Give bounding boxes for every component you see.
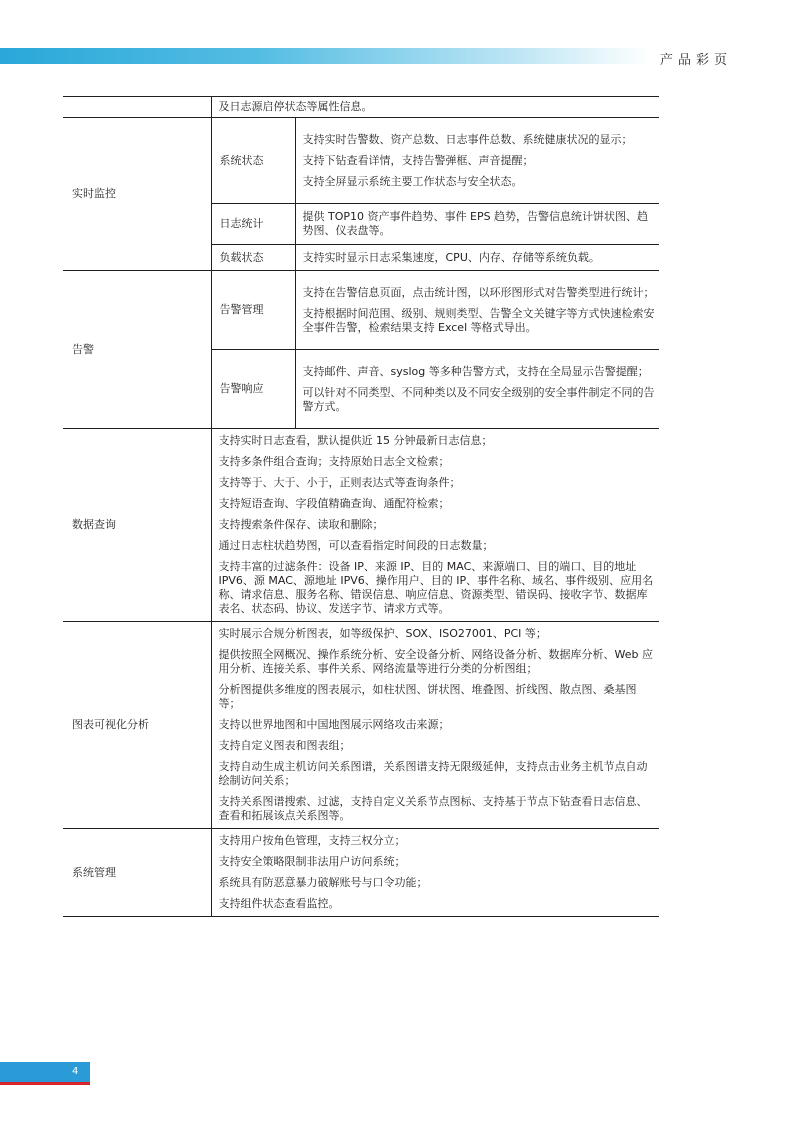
list-item: 支持邮件、声音、syslog 等多种告警方式，支持在全局显示告警提醒； <box>302 364 649 378</box>
list-item: 支持关系图谱搜索、过滤，支持自定义关系节点图标、支持基于节点下钻查看日志信息、查看和拓展该点关系图等。 <box>218 795 648 822</box>
list-item: 支持搜索条件保存、读取和删除； <box>218 518 384 531</box>
list-item: 支持下钻查看详情，支持告警弹框、声音提醒； <box>302 153 534 167</box>
table-row <box>63 118 659 204</box>
sub-row-label: 系统状态 <box>211 118 295 204</box>
table-row <box>63 97 659 118</box>
list-item: 支持安全策略限制非法用户访问系统； <box>218 855 406 868</box>
table-row <box>63 622 659 829</box>
sub-row-label: 告警响应 <box>211 350 295 429</box>
row-label: 系统管理 <box>63 829 211 917</box>
row-label: 图表可视化分析 <box>63 622 211 829</box>
row-label: 实时监控 <box>63 118 211 271</box>
list-item: 支持全屏显示系统主要工作状态与安全状态。 <box>302 174 523 188</box>
list-item: 实时展示合规分析图表，如等级保护、SOX、ISO27001、PCI 等； <box>218 627 547 640</box>
list-item: 及日志源启停状态等属性信息。 <box>218 100 373 113</box>
page-number-badge <box>0 1062 90 1085</box>
sub-row-label: 日志统计 <box>211 204 295 245</box>
row-content <box>295 118 659 204</box>
table-row <box>63 271 659 350</box>
feature-table <box>63 96 659 917</box>
list-item: 分析图提供多维度的图表展示，如柱状图、饼状图、堆叠图、折线图、散点图、桑基图等； <box>218 683 637 710</box>
row-content <box>211 429 659 622</box>
list-item: 通过日志柱状趋势图，可以查看指定时间段的日志数量； <box>218 539 494 552</box>
row-content <box>295 245 659 271</box>
list-item: 支持自定义图表和图表组； <box>218 739 351 752</box>
row-label: 数据查询 <box>63 429 211 622</box>
list-item: 支持多条件组合查询；支持原始日志全文检索； <box>218 455 450 468</box>
sub-row-label: 告警管理 <box>211 271 295 350</box>
list-item: 支持用户按角色管理，支持三权分立； <box>218 834 406 847</box>
list-item: 支持等于、大于、小于，正则表达式等查询条件； <box>218 476 461 489</box>
row-content <box>295 271 659 350</box>
row-content <box>295 350 659 429</box>
table-row <box>63 829 659 917</box>
list-item: 提供 TOP10 资产事件趋势、事件 EPS 趋势，告警信息统计饼状图、趋势图、仪表盘等。 <box>302 210 649 237</box>
list-item: 支持丰富的过滤条件：设备 IP、来源 IP、目的 MAC、来源端口、目的端口、目的地址 IPV6、源 MAC、源地址 IPV6、操作用户、目的 IP、事件名称、域名、事件级别、应用名称、请求信息、服务名称、错误信息、响应信息、资源类型、错误码、接收字节、数据库表名、状态码、协议、发送字节、请求方式等。 <box>218 560 654 615</box>
row-content <box>211 622 659 829</box>
row-content <box>211 97 659 118</box>
sub-row-label: 负载状态 <box>211 245 295 271</box>
list-item: 支持在告警信息页面，点击统计图，以环形图形式对告警类型进行统计； <box>302 285 655 299</box>
list-item: 支持实时显示日志采集速度，CPU、内存、存储等系统负载。 <box>302 250 600 264</box>
row-label <box>63 97 211 118</box>
list-item: 支持实时日志查看，默认提供近 15 分钟最新日志信息； <box>218 434 493 447</box>
header-band <box>0 48 650 64</box>
list-item: 支持短语查询、字段值精确查询、通配符检索； <box>218 497 450 510</box>
row-content <box>295 204 659 245</box>
list-item: 系统具有防恶意暴力破解账号与口令功能； <box>218 876 428 889</box>
list-item: 支持以世界地图和中国地图展示网络攻击来源； <box>218 718 450 731</box>
table-row <box>63 429 659 622</box>
page-number: 4 <box>72 1066 79 1077</box>
list-item: 提供按照全网概况、操作系统分析、安全设备分析、网络设备分析、数据库分析、Web 应用分析、连接关系、事件关系、网络流量等进行分类的分析图组； <box>218 648 653 675</box>
row-content <box>211 829 659 917</box>
list-item: 支持根据时间范围、级别、规则类型、告警全文关键字等方式快速检索安全事件告警，检索结果支持 Excel 等格式导出。 <box>302 306 655 334</box>
list-item: 可以针对不同类型、不同种类以及不同安全级别的安全事件制定不同的告警方式。 <box>302 385 655 413</box>
page-header-title: 产品彩页 <box>660 53 733 68</box>
row-label: 告警 <box>63 271 211 429</box>
list-item: 支持自动生成主机访问关系图谱，关系图谱支持无限级延伸，支持点击业务主机节点自动绘制访问关系； <box>218 760 648 787</box>
list-item: 支持实时告警数、资产总数、日志事件总数、系统健康状况的显示； <box>302 132 633 146</box>
list-item: 支持组件状态查看监控。 <box>218 897 340 910</box>
